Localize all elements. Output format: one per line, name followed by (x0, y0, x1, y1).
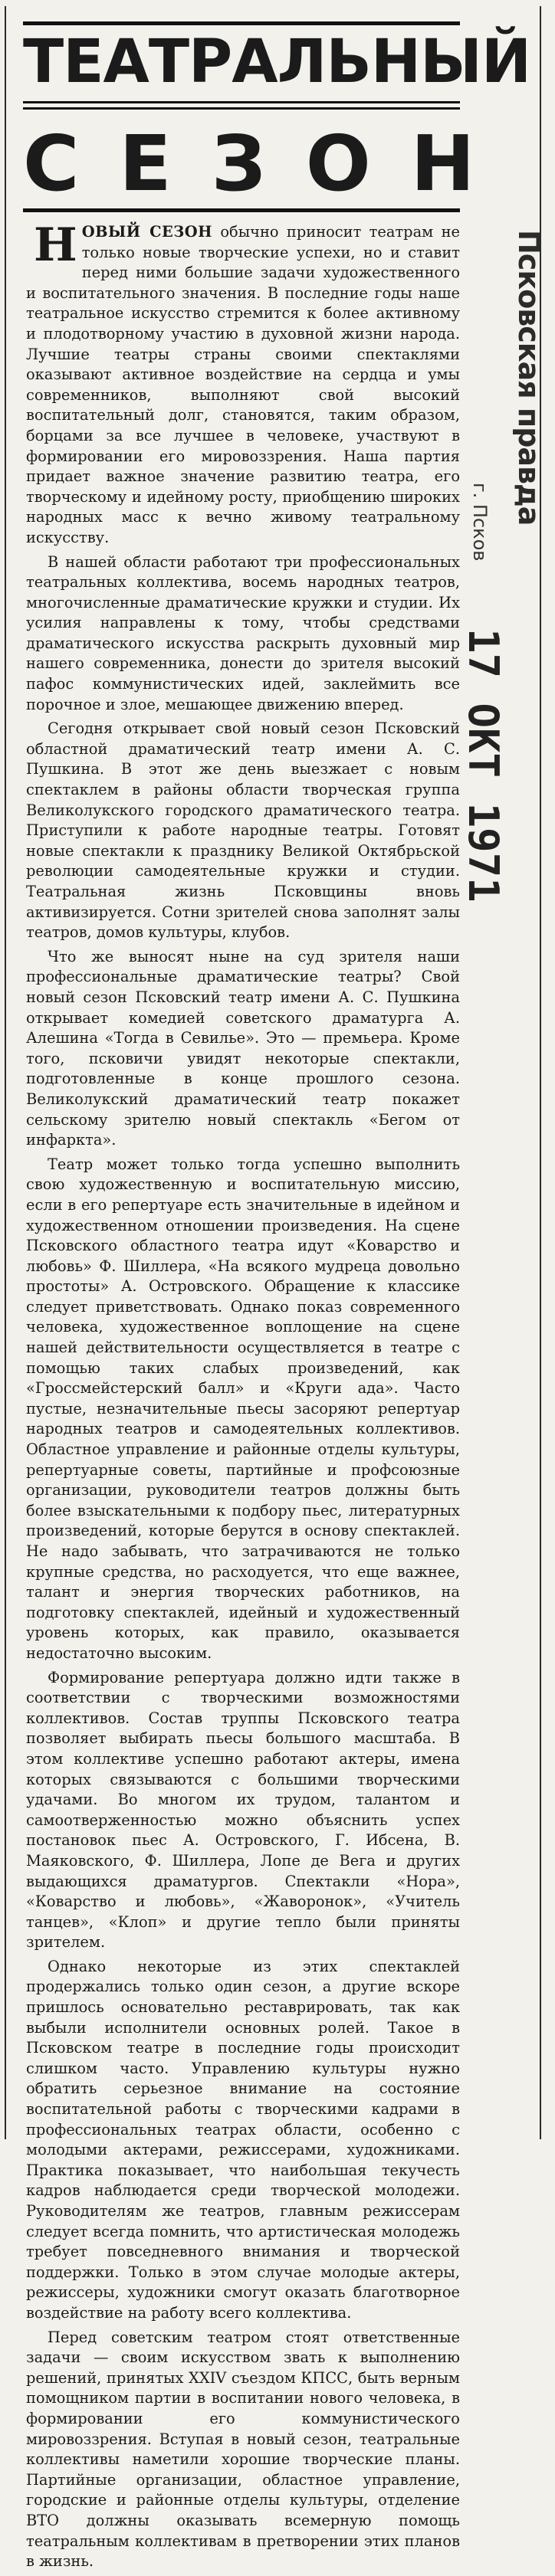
article-paragraph-5: Театр может только тогда успешно выполнить свою художественную и воспитательную миссию, если в его репертуаре есть значительные в идейном и художественном отношении произведения. На сцене Псковского областного театра идут «Коварство и любовь» Ф. Шиллера, «На всякого мудреца довольно простоты» А. Островского. Обращение к классике следует приветствовать. Однако показ современного человека, художественное воплощение на сцене нашей действительности осуществляется в театре с помощью таких слабых произведений, как «Гроссмейстерский балл» и «Круги ада». Часто пустые, незначительные пьесы засоряют репертуар народных театров и самодеятельных коллективов. Областное управление и районные отделы культуры, репертуарные советы, партийные и профсоюзные организации, руководители театров должны быть более взыскательными к подбору пьес, литературных произведений, которые берутся в основу спектаклей. Не надо забывать, что затрачиваются не только крупные средства, но расходуется, что еще важнее, талант и энергия творческих работников, на подготовку спектаклей, идейный и художественный уровень которых, как правило, оказывается недостаточно высоким. (26, 1155, 460, 1662)
stamp-paper-name (475, 230, 546, 526)
headline-line-1: ТЕАТРАЛЬНЫЙ (23, 28, 531, 97)
stamp-date: 17 ОКТ 1971 (459, 628, 507, 903)
headline-line-2: СЕЗОН (23, 119, 515, 208)
headline-divider-1 (23, 101, 460, 103)
drop-cap: Н (34, 218, 77, 272)
paragraph-text: обычно приносит театрам не только новые творческие успехи, но и ставит перед ними большие задачи художественного и воспитательного значения. В последние годы наше театральное искусство стремится к более активному и плодотворному участию в духовной жизни народа. Лучшие театры страны своими спектаклями оказывают активное воздействие на сердца и умы современников, выполняют свой высокий воспитательный долг, становятся, таким образом, борцами за все лучшее в человеке, участвуют в формировании его мировоззрения. Наша партия придает важное значение развитию театра, его творческому и идейному росту, приобщению широких народных масс к вечно живому театральному искусству. (26, 223, 461, 546)
headline-divider-2 (23, 107, 460, 110)
article-paragraph-1 (26, 218, 461, 549)
article-body (26, 218, 461, 2576)
lead-heading: ОВЫЙ СЕЗОН (81, 223, 212, 241)
article-paragraph-8: Перед советским театром стоят ответственные задачи — своим искусством звать к выполнению решений, принятых XXIV съездом КПСС, быть верным помощником партии в воспитании нового человека, в формировании его коммунистического мировоззрения. Вступая в новый сезон, театральные коллективы наметили хорошие творческие планы. Партийные организации, областное управление, городские и районные отделы культуры, отделение ВТО должны оказывать всемерную помощь театральным коллективам в претворении этих планов в жизнь. (26, 2328, 460, 2571)
article-paragraph-3: Сегодня открывает свой новый сезон Псковский областной драматический театр имени А. С. Пушкина. В этот же день выезжает с новым спектаклем в районы области творческая группа Великолукского городского драматического театра. Приступили к работе народные театры. Готовят новые спектакли к празднику Великой Октябрьской революции самодеятельные кружки и студии. Театральная жизнь Псковщины вновь активизируется. Сотни зрителей снова заполнят залы театров, домов культуры, клубов. (26, 719, 460, 942)
article-paragraph-4: Что же выносят ныне на суд зрителя наши профессиональные драматические театры? Свой новый сезон Псковский театр имени А. С. Пушкина открывает комедией советского драматурга А. Алешина «Тогда в Севилье». Это — премьера. Кроме того, псковичи увидят некоторые спектакли, подготовленные в конце прошлого сезона. Великолукский драматический театр покажет сельскому зрителю новый спектакль «Бегом от инфаркта». (26, 947, 460, 1149)
headline-top-rule (23, 21, 460, 25)
article-paragraph-6: Формирование репертуара должно идти также в соответствии с творческими возможностями коллективов. Состав труппы Псковского театра позволяет выбирать пьесы большого масштаба. В этом коллективе успешно работают актеры, имена которых связываются с большими творческими удачами. Во многом их трудом, талантом и самоотверженностью можно объяснить успех постановок пьес А. Островского, Г. Ибсена, В. Маяковского, Ф. Шиллера, Лопе де Вега и других выдающихся драматургов. Спектакли «Нора», «Коварство и любовь», «Жаворонок», «Учитель танцев», «Клоп» и другие тепло были приняты зрителем. (26, 1668, 460, 1952)
stamp-city: г. Псков (469, 483, 491, 562)
article-paragraph-7: Однако некоторые из этих спектаклей продержались только один сезон, а другие вскоре пришлось основательно реставрировать, так как выбыли исполнители основных ролей. Такое в Псковском театре в последние годы происходит слишком часто. Управлению культуры нужно обратить серьезное внимание на состояние воспитательной работы с творческими кадрами в профессиональных театрах области, особенно с молодыми актерами, режиссерами, художниками. Практика показывает, что наибольшая текучесть кадров наблюдается среди творческой молодежи. Руководителям же театров, главным режиссерам следует всегда помнить, что артистическая молодежь требует повседневного внимания и творческой поддержки. Только в этом случае молодые актеры, режиссеры, художники смогут оказать благотворное воздействие на работу всего коллектива. (26, 1957, 460, 2322)
headline (23, 21, 531, 213)
stamp-paper-text: Псковская правда (512, 230, 546, 526)
article-paragraph-2: В нашей области работают три профессиональных театральных коллектива, восемь народных театров, многочисленные драматические кружки и студии. Их усилия направлены к тому, чтобы средствами драматического искусства раскрыть духовный мир нашего современника, донести до зрителя высокий пафос коммунистических идей, заклеймить все порочное и злое, мешающее движению вперед. (26, 552, 460, 713)
headline-bottom-rule (23, 208, 460, 212)
